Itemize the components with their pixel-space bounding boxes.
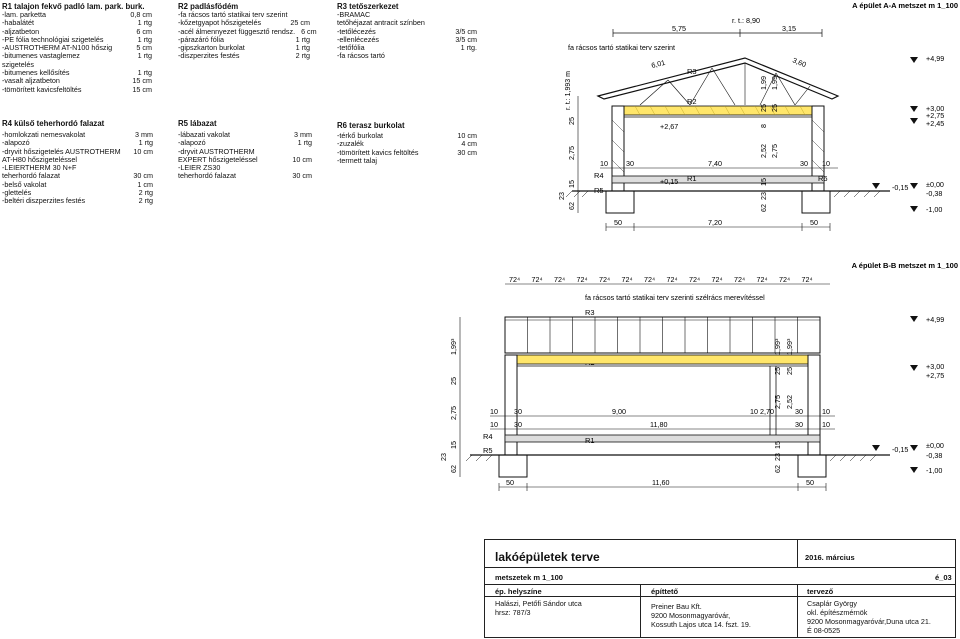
section-bb-truss-note: fa rácsos tartó statikai terv szerinti szélrács merevítéssel (585, 293, 765, 302)
spec-row-label: -párazáró fólia (178, 34, 224, 44)
tb-vdivider-3 (797, 584, 798, 637)
spec-row-value: 3/5 cm (455, 34, 477, 44)
dim-bottom-1: 50 (614, 218, 622, 227)
level-inside-bottom: +0,15 (660, 177, 679, 186)
spec-row-value: 1 rtg (137, 68, 152, 78)
spec-row-label: -ellenlécezés (337, 34, 379, 44)
dim-top-2: 3,15 (782, 24, 796, 33)
dim-vert-1: 2,75 (567, 146, 576, 160)
spec-row-label: -lábazati vakolat (178, 130, 230, 139)
spec-row-label: -alapozó (178, 138, 206, 148)
tb-divider-1 (485, 567, 955, 568)
level-aa-2: +3,00 (926, 104, 945, 113)
spec-row-value: 10 cm (133, 146, 153, 156)
spacing-label: 72⁴ (756, 275, 768, 284)
dim-bb-vert-4: 15 (449, 441, 458, 449)
dim-mid-2: 30 (626, 159, 634, 168)
spacing-label: 72⁴ (599, 275, 611, 284)
spec-row-label: -dryvit hőszigetelés AUSTROTHERM (2, 146, 121, 156)
spec-row-label: -termett talaj (337, 155, 377, 165)
spec-row-value: 3/5 cm (455, 26, 477, 36)
spec-r5-title: R5 lábazat (178, 119, 217, 128)
spec-row-label: -tetőlécezés (337, 26, 376, 36)
label-r5-aa: R5 (594, 186, 604, 195)
col2-line-3: Kossuth Lajos utca 14. fszt. 19. (651, 620, 751, 629)
label-r6-aa: R6 (818, 174, 828, 183)
spec-row-label: -lam. parketta (2, 10, 46, 19)
ceiling-insulation (612, 106, 824, 115)
slope-left: 6,01 (650, 57, 667, 70)
dim-bb-vm-5: 15 (773, 441, 782, 449)
spacing-label: 72⁴ (644, 275, 656, 284)
spacing-label: 72⁴ (666, 275, 678, 284)
spec-row-value: 10 cm (292, 154, 312, 164)
level-aa-8: -1,00 (926, 205, 943, 214)
roof-truss-webs (640, 63, 810, 105)
spec-row-label: -belső vakolat (2, 179, 47, 189)
section-bb-title: A épület B-B metszet m 1_100 (851, 261, 958, 270)
dim-vert-mid-3: 8 (759, 124, 768, 128)
spacing-label: 72⁴ (734, 275, 746, 284)
dim-bottom-2: 7,20 (708, 218, 722, 227)
spec-row-label: -glettelés (2, 188, 32, 198)
level-aa-7: -0,38 (926, 189, 943, 198)
dim-vert-mid-1: 1,99 (759, 76, 768, 90)
col1-line-2: hrsz: 787/3 (495, 608, 531, 617)
ceiling-insulation-bb (505, 355, 820, 364)
dim-bb-mid1-5: 2,70 (760, 407, 774, 416)
tb-divider-3 (485, 596, 955, 597)
section-aa-truss-note: fa rácsos tartó statikai terv szerint (568, 43, 676, 52)
dim-vert-5: 62 (567, 202, 576, 210)
col3-line-2: okl. építészmérnök (807, 608, 868, 617)
level-aa-3: +2,75 (926, 111, 945, 120)
spec-row-value: 15 cm (132, 76, 152, 86)
dim-bottom-3: 50 (810, 218, 818, 227)
spec-row-value: 0,8 cm (130, 10, 152, 19)
dim-vert-mid-5: 2,75 (770, 144, 779, 158)
dim-bb-mid2-5: 10 (822, 420, 830, 429)
dim-bb-mid2-1: 10 (490, 420, 498, 429)
spec-row-label: -vasalt aljzatbeton (2, 76, 60, 86)
spec-row-value: 5 cm (136, 43, 152, 53)
spec-r6-title: R6 terasz burkolat (337, 121, 405, 130)
section-aa-title: A épület A-A metszet m 1_100 (852, 1, 958, 10)
dim-bb-bottom-1: 50 (506, 478, 514, 487)
spec-row-label: -gipszkarton burkolat (178, 43, 245, 53)
spec-row-label: -alapozó (2, 138, 30, 148)
level-aa-1: +4,99 (926, 54, 945, 63)
level-bb-6: -0,38 (926, 451, 943, 460)
label-r1-bb: R1 (585, 436, 595, 445)
spec-row-label: teherhordó falazat (178, 171, 236, 181)
spec-row-label: -acél álmennyezet függesztő rendsz. (178, 26, 296, 36)
dim-top-1: 5,75 (672, 24, 686, 33)
dim-mid-4: 30 (800, 159, 808, 168)
dim-bb-mid1-3: 9,00 (612, 407, 626, 416)
label-r1-aa: R1 (687, 174, 697, 183)
col1-line-1: Halászi, Petőfi Sándor utca (495, 599, 582, 608)
spacing-labels (509, 275, 813, 284)
dim-bb-vm-1: 1,99³ (773, 338, 782, 355)
spec-r2-title: R2 padlásfödém (178, 2, 239, 11)
tb-vdivider-2 (640, 584, 641, 637)
dim-vert-4: 23 (557, 192, 566, 200)
spec-row-value: 1 rtg (137, 18, 152, 28)
dim-bb-mid2-4: 30 (795, 420, 803, 429)
level-aa-4: +2,45 (926, 119, 945, 128)
label-r4-bb: R4 (483, 432, 493, 441)
project-title: lakóépületek terve (495, 550, 600, 564)
spec-row-label: -LEIERTHERM 30 N+F (2, 163, 77, 173)
spec-row-label: teherhordó falazat (2, 171, 60, 181)
dim-bb-mid1-2: 30 (514, 407, 522, 416)
dim-bb-mid1-6: 30 (795, 407, 803, 416)
level-aa-5: -0,15 (892, 183, 909, 192)
col2-line-2: 9200 Mosonmagyaróvár, (651, 611, 731, 620)
spec-row-label: -PE fólia technológiai szigetelés (2, 34, 104, 44)
dim-bb-mid1-1: 10 (490, 407, 498, 416)
spec-row-value: 3 mm (135, 130, 153, 139)
col3-line-1: Csaplár György (807, 599, 857, 608)
dim-bb-bottom-3: 50 (806, 478, 814, 487)
tb-vdivider-1 (797, 540, 798, 567)
label-r3-bb: R3 (585, 308, 595, 317)
spec-row-label: tetőhéjazat antracit színben (337, 18, 425, 28)
spec-row-value: 1 rtg (138, 138, 153, 148)
dim-bb-vm-4: 2,52 (785, 395, 794, 409)
spec-row-label: -fa rácsos tartó statikai terv szerint (178, 10, 288, 19)
spec-row-value: 1 rtg (295, 43, 310, 53)
spec-row-value: 6 cm (136, 26, 152, 36)
foundation-left-aa (606, 191, 634, 213)
spacing-label: 72⁴ (689, 275, 701, 284)
spacing-label: 72⁴ (711, 275, 723, 284)
spec-row-label: -habalátét (2, 18, 34, 28)
tb-divider-2 (485, 584, 955, 585)
dim-bb-vm-1b: 1,99³ (785, 338, 794, 355)
section-aa-rt: r. t.: 8,90 (732, 16, 760, 25)
spec-r1-title: R1 talajon fekvő padló lam. park. burk. (2, 2, 145, 11)
dim-vert-3: 15 (567, 180, 576, 188)
dim-bb-vert-5: 23 (439, 453, 448, 461)
spec-row-value: 1 rtg (297, 138, 312, 148)
spec-row-label: -kőzetgyapot hőszigetelés (178, 18, 262, 28)
spec-row-label: -zuzalék (337, 139, 364, 149)
spec-row-label: -fa rácsos tartó (337, 51, 385, 61)
dim-bb-vm-7: 62 (773, 465, 782, 473)
floor-slab-bb (505, 435, 820, 442)
title-block (484, 539, 956, 638)
spec-row-label: -térkő burkolat (337, 131, 383, 140)
floor-slab-aa (612, 176, 824, 183)
spec-row-value: 2 rtg (138, 196, 153, 206)
spec-row-value: 30 cm (292, 171, 312, 181)
dim-bb-vert-6: 62 (449, 465, 458, 473)
dim-bb-vm-6: 23 (773, 453, 782, 461)
level-bb-5: ±0,00 (926, 441, 944, 450)
col2-head: építtető (651, 587, 679, 596)
dim-vert-mid-6: 15 (759, 178, 768, 186)
dim-bb-vert-3: 2,75 (449, 406, 458, 420)
level-bb-2: +3,00 (926, 362, 945, 371)
section-aa-rt-left: r. t.: 1,993 m (565, 71, 572, 110)
col3-line-4: É 08-0525 (807, 626, 841, 635)
spec-row-label: -diszperzites festés (178, 51, 240, 61)
spacing-label: 72⁴ (801, 275, 813, 284)
spec-row-value: 1 rtg (137, 51, 152, 61)
spec-row-value: 3 mm (294, 130, 312, 139)
spacing-label: 72⁴ (531, 275, 543, 284)
label-r4-aa: R4 (594, 171, 604, 180)
spec-row-label: -tetőfólia (337, 43, 365, 53)
dim-bb-mid2-2: 30 (514, 420, 522, 429)
spec-row-label: -LEIER ZS30 (178, 163, 221, 173)
label-r3-aa: R3 (687, 67, 697, 76)
spec-row-value: 10 cm (457, 131, 477, 140)
sheet-number: é_03 (935, 573, 952, 582)
spec-row-value: 2 rtg (295, 51, 310, 61)
sheet-title: metszetek m 1_100 (495, 573, 563, 582)
col2-line-1: Preiner Bau Kft. (651, 602, 702, 611)
dim-vert-mid-1b: 1,99 (770, 76, 779, 90)
spec-row-label: -tömörített kavics feltöltés (337, 147, 419, 157)
spec-row-value: 4 cm (461, 139, 477, 149)
foundation-left-bb (499, 455, 527, 477)
dim-bb-vm-2: 25 (773, 367, 782, 375)
spec-row-label: -bitumenes kellősítés (2, 68, 70, 78)
label-r2-aa: R2 (687, 97, 697, 106)
spec-row-label: -beltéri diszperzites festés (2, 196, 86, 206)
slope-right: 3,60 (791, 55, 808, 70)
dim-bb-vm-3: 2,75 (773, 395, 782, 409)
dim-bb-bottom-2: 11,60 (652, 478, 670, 487)
spec-row-value: 1 rtg. (460, 43, 477, 53)
dim-vert-mid-2b: 25 (770, 104, 779, 112)
spec-row-value: 30 cm (457, 147, 477, 157)
spec-row-value: 6 cm (301, 26, 317, 36)
dim-vert-mid-7: 23 (759, 192, 768, 200)
spec-row-value: 15 cm (132, 84, 152, 94)
dim-bb-mid1-7: 10 (822, 407, 830, 416)
dim-bb-vert-2: 25 (449, 377, 458, 385)
section-aa (0, 0, 960, 250)
project-date: 2016. március (805, 553, 855, 562)
spacing-label: 72⁴ (621, 275, 633, 284)
dim-vert-2: 25 (567, 117, 576, 125)
foundation-right-bb (798, 455, 826, 477)
dim-bb-vert-1: 1,99³ (449, 338, 458, 355)
spec-row-label: -AUSTROTHERM AT-N100 hőszig (2, 43, 113, 53)
foundation-right-aa (802, 191, 830, 213)
spec-row-label: EXPERT hőszigeteléssel (178, 154, 258, 164)
spacing-label: 72⁴ (554, 275, 566, 284)
spec-row-label: -aljzatbeton (2, 26, 40, 36)
dim-vert-mid-2: 25 (759, 104, 768, 112)
dim-bb-mid2-3: 11,80 (650, 420, 668, 429)
level-bb-3: +2,75 (926, 371, 945, 380)
dim-mid-5: 10 (822, 159, 830, 168)
col1-head: ép. helyszíne (495, 587, 542, 596)
col3-head: tervező (807, 587, 834, 596)
level-bb-4: -0,15 (892, 445, 909, 454)
spec-row-value: 25 cm (290, 18, 310, 28)
spacing-label: 72⁴ (576, 275, 588, 284)
level-aa-6: ±0,00 (926, 180, 944, 189)
dim-bb-mid1-4: 10 (750, 407, 758, 416)
dim-bb-vm-2b: 25 (785, 367, 794, 375)
dim-mid-1: 10 (600, 159, 608, 168)
spec-r4-title: R4 külső teherhordó falazat (2, 119, 105, 128)
label-r5-bb: R5 (483, 446, 493, 455)
level-inside-top: +2,67 (660, 122, 679, 131)
spec-row-label: -bitumenes vastaglemez (2, 51, 80, 61)
spec-row-value: 2 rtg (138, 188, 153, 198)
spec-row-label: -dryvit AUSTROTHERM (178, 146, 255, 156)
spec-row-label: szigetelés (2, 59, 34, 69)
spec-row-label: -tömörített kavicsfeltöltés (2, 84, 82, 94)
level-bb-7: -1,00 (926, 466, 943, 475)
section-bb (0, 255, 960, 495)
spec-row-value: 30 cm (133, 171, 153, 181)
spec-row-value: 1 rtg (137, 34, 152, 44)
spec-r3-title: R3 tetőszerkezet (337, 2, 399, 11)
spacing-label: 72⁴ (779, 275, 791, 284)
spec-row-label: -BRAMAC (337, 10, 371, 19)
dim-mid-3: 7,40 (708, 159, 722, 168)
spacing-label: 72⁴ (509, 275, 521, 284)
spec-row-value: 1 cm (137, 179, 153, 189)
spec-row-value: 1 rtg (295, 34, 310, 44)
col3-line-3: 9200 Mosonmagyaróvár,Duna utca 21. (807, 617, 931, 626)
dim-vert-mid-8: 62 (759, 204, 768, 212)
level-bb-1: +4,99 (926, 315, 945, 324)
spec-row-label: AT-H80 hőszigeteléssel (2, 154, 77, 164)
dim-vert-mid-4: 2,52 (759, 144, 768, 158)
spec-row-label: -homlokzati nemesvakolat (2, 130, 86, 139)
